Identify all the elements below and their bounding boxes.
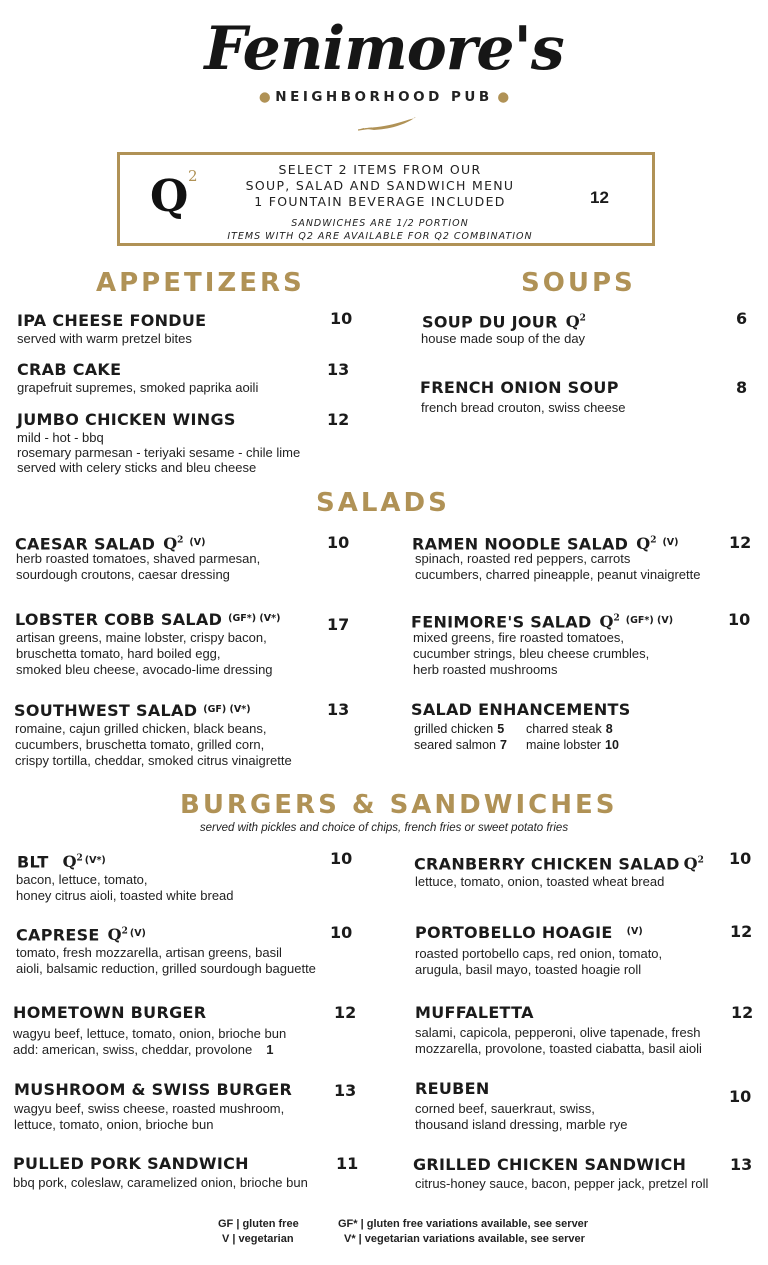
item-name: HOMETOWN BURGER [13, 1003, 207, 1022]
item-desc: wagyu beef, lettuce, tomato, onion, brioche bun [13, 1026, 287, 1041]
legend-v: V | vegetarian [222, 1233, 294, 1245]
diet-tag: (GF) (V*) [203, 704, 251, 715]
item-desc: citrus-honey sauce, bacon, pepper jack, pretzel roll [415, 1176, 709, 1191]
legend-v-star: V* | vegetarian variations available, see server [344, 1233, 585, 1245]
appetizers-heading: APPETIZERS [96, 268, 305, 298]
item-desc: tomato, fresh mozzarella, artisan greens, basil [16, 945, 282, 960]
item-desc: house made soup of the day [421, 331, 586, 346]
diet-tag: (V) [662, 537, 679, 549]
enhancement-item: maine lobster 10 [526, 738, 619, 752]
restaurant-logo: Fenimore's [204, 14, 564, 84]
q2-icon: $Q^2$ [565, 312, 586, 332]
item-desc: artisan greens, maine lobster, crispy bacon, [16, 630, 267, 645]
item-price: 8 [736, 378, 748, 397]
feather-icon [358, 114, 420, 132]
item-desc: roasted portobello caps, red onion, tomato, [415, 946, 663, 961]
item-price: 11 [336, 1154, 359, 1173]
q2-icon: $Q^2$ [636, 534, 657, 554]
item-price: 12 [731, 1003, 754, 1022]
item-desc: add: american, swiss, cheddar, provolone 1 [13, 1042, 274, 1057]
item-name-text: FENIMORE'S SALAD [411, 612, 592, 632]
q2-combo-box [117, 152, 655, 246]
item-desc: aioli, balsamic reduction, grilled sourdough baguette [16, 961, 316, 976]
item-desc: cucumbers, bruschetta tomato, grilled corn, [15, 737, 265, 752]
item-name: REUBEN [415, 1079, 490, 1098]
item-price: 13 [334, 1081, 357, 1100]
item-desc: cucumber strings, bleu cheese crumbles, [413, 646, 650, 661]
item-desc: mild - hot - bbq [17, 430, 104, 445]
diet-tag: (V) [189, 537, 206, 549]
item-desc: rosemary parmesan - teriyaki sesame - chile lime [17, 445, 301, 460]
item-price: 13 [327, 360, 350, 379]
enhancements-heading: SALAD ENHANCEMENTS [411, 700, 631, 719]
add-on-price: 1 [266, 1042, 274, 1057]
soups-heading: SOUPS [521, 268, 636, 298]
item-desc: served with celery sticks and bleu cheese [17, 460, 257, 475]
legend-gf-star: GF* | gluten free variations available, see server [338, 1218, 589, 1230]
q2-icon: $Q^2$ [683, 854, 704, 874]
q2-line-3: 1 FOUNTAIN BEVERAGE INCLUDED [254, 194, 506, 209]
diet-tag: (V) [129, 928, 146, 940]
item-desc: spinach, roasted red peppers, carrots [415, 551, 631, 566]
item-name: JUMBO CHICKEN WINGS [17, 410, 236, 429]
item-name-text: RAMEN NOODLE SALAD [412, 534, 629, 554]
item-desc: wagyu beef, swiss cheese, roasted mushroom, [14, 1101, 285, 1116]
item-name: CRAB CAKE [17, 360, 122, 379]
item-desc: bacon, lettuce, tomato, [16, 872, 148, 887]
item-price: 10 [327, 533, 350, 552]
item-price: 6 [736, 309, 748, 328]
item-name: GRILLED CHICKEN SANDWICH [413, 1155, 687, 1174]
item-name [16, 922, 146, 945]
item-price: 12 [327, 410, 350, 429]
q2-note-2: ITEMS WITH Q2 ARE AVAILABLE FOR Q2 COMBINATION [227, 231, 533, 242]
item-desc: lettuce, tomato, onion, brioche bun [14, 1117, 214, 1132]
item-price: 12 [730, 922, 753, 941]
salads-heading: SALADS [316, 488, 450, 518]
item-name-text: BLT [17, 852, 49, 872]
item-name-text: CRANBERRY CHICKEN SALAD [414, 854, 680, 874]
q2-note-1: SANDWICHES ARE 1/2 PORTION [291, 218, 469, 229]
q2-price: 12 [590, 188, 609, 207]
q2-line-1: SELECT 2 ITEMS FROM OUR [278, 162, 482, 177]
q2-icon: $Q^2$ [107, 925, 128, 945]
item-name-text: SOUTHWEST SALAD [14, 701, 198, 720]
diet-tag: (GF*) (V*) [228, 613, 281, 624]
item-name-text: PORTOBELLO HOAGIE [415, 923, 613, 942]
item-price: 12 [334, 1003, 357, 1022]
item-desc: herb roasted tomatoes, shaved parmesan, [16, 551, 261, 566]
subtitle-text: NEIGHBORHOOD PUB [275, 89, 493, 105]
item-name: IPA CHEESE FONDUE [17, 311, 207, 330]
item-desc: lettuce, tomato, onion, toasted wheat bread [415, 874, 665, 889]
legend-gf: GF | gluten free [218, 1218, 299, 1230]
item-name-text: SOUP DU JOUR [422, 312, 558, 332]
enhancement-item: grilled chicken 5 [414, 722, 505, 736]
item-desc: french bread crouton, swiss cheese [421, 400, 626, 415]
q2-logo-sup: 2 [188, 167, 198, 185]
diet-tag: (GF*) (V) [625, 615, 674, 627]
item-desc: honey citrus aioli, toasted white bread [16, 888, 234, 903]
item-price: 10 [728, 610, 751, 629]
item-name: MUSHROOM & SWISS BURGER [14, 1080, 293, 1099]
item-name [15, 609, 280, 630]
item-name-text: CAESAR SALAD [15, 534, 156, 554]
item-name-text: LOBSTER COBB SALAD [15, 610, 223, 629]
item-desc: mixed greens, fire roasted tomatoes, [413, 630, 624, 645]
item-desc: herb roasted mushrooms [413, 662, 558, 677]
item-name [414, 851, 704, 874]
sandwiches-note: served with pickles and choice of chips, french fries or sweet potato fries [199, 822, 569, 834]
item-price: 13 [327, 700, 350, 719]
diet-tag: (V*) [84, 855, 106, 867]
item-desc: cucumbers, charred pineapple, peanut vinaigrette [415, 567, 701, 582]
q2-icon: $Q^2$ [62, 852, 83, 872]
item-desc: mozzarella, provolone, toasted ciabatta, basil aioli [415, 1041, 702, 1056]
sandwiches-heading: BURGERS & SANDWICHES [180, 790, 618, 820]
q2-line-2: SOUP, SALAD AND SANDWICH MENU [245, 178, 515, 193]
item-price: 12 [729, 533, 752, 552]
item-name: PULLED PORK SANDWICH [13, 1154, 249, 1173]
item-name: FRENCH ONION SOUP [420, 378, 619, 397]
item-desc: arugula, basil mayo, toasted hoagie roll [415, 962, 642, 977]
item-price: 10 [729, 1087, 752, 1106]
q2-logo: Q [150, 171, 189, 222]
item-name [422, 309, 586, 332]
item-price: 10 [330, 923, 353, 942]
item-price: 10 [729, 849, 752, 868]
item-name [17, 849, 106, 872]
item-price: 17 [327, 615, 350, 634]
item-price: 13 [730, 1155, 753, 1174]
item-name: MUFFALETTA [415, 1003, 534, 1022]
item-desc: thousand island dressing, marble rye [415, 1117, 628, 1132]
item-desc: sourdough croutons, caesar dressing [16, 567, 230, 582]
item-desc: served with warm pretzel bites [17, 331, 192, 346]
item-desc: crispy tortilla, cheddar, smoked citrus vinaigrette [15, 753, 292, 768]
enhancement-item: charred steak 8 [526, 722, 613, 736]
item-desc: corned beef, sauerkraut, swiss, [415, 1101, 595, 1116]
q2-icon: $Q^2$ [163, 534, 184, 554]
item-desc: salami, capicola, pepperoni, olive tapenade, fresh [415, 1025, 701, 1040]
item-desc: bbq pork, coleslaw, caramelized onion, brioche bun [13, 1175, 308, 1190]
item-desc: romaine, cajun grilled chicken, black beans, [15, 721, 267, 736]
item-name-text: CAPRESE [16, 925, 100, 945]
item-desc: bruschetta tomato, hard boiled egg, [16, 646, 221, 661]
restaurant-subtitle: ● NEIGHBORHOOD PUB ● [258, 89, 510, 105]
item-name [14, 700, 251, 721]
q2-icon: $Q^2$ [599, 612, 620, 632]
item-price: 10 [330, 849, 353, 868]
item-name [411, 609, 673, 632]
diet-tag: (V) [626, 926, 643, 937]
item-desc: grapefruit supremes, smoked paprika aoili [17, 380, 259, 395]
enhancement-item: seared salmon 7 [414, 738, 507, 752]
item-name [415, 922, 643, 943]
item-price: 10 [330, 309, 353, 328]
item-desc: smoked bleu cheese, avocado-lime dressing [16, 662, 273, 677]
